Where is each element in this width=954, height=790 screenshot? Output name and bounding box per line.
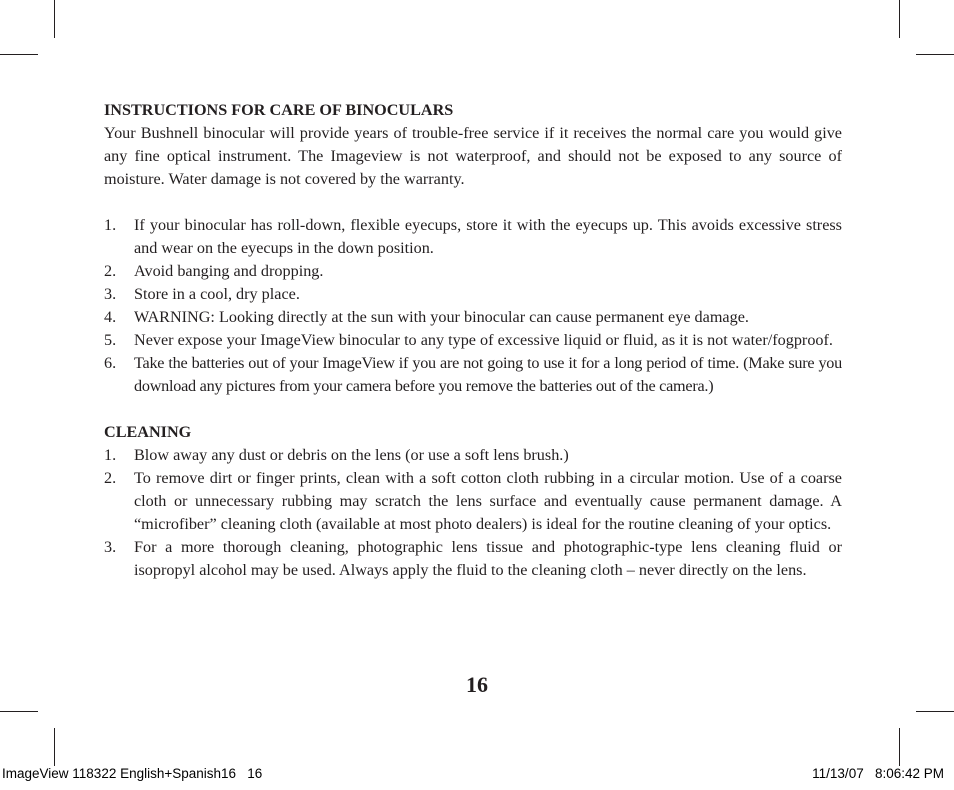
page-content [104,99,842,582]
list-item-text: Avoid banging and dropping. [134,262,324,280]
crop-mark-bottom-right-horizontal [916,711,954,712]
list-item [104,306,842,329]
list-item-text: Blow away any dust or debris on the lens (or use a soft lens brush.) [134,446,569,464]
list-item [104,467,842,536]
list-item [104,352,842,398]
list-item-text: WARNING: Looking directly at the sun with your binocular can cause permanent eye damage. [134,308,749,326]
section-spacer [104,398,842,421]
list-item [104,214,842,260]
list-item-text: If your binocular has roll-down, flexible eyecups, store it with the eyecups up. This avoids excessive stress and wear on the eyecups in the down position. [134,216,842,257]
list-item-text: Store in a cool, dry place. [134,285,300,303]
crop-mark-bottom-left-vertical [54,728,55,766]
list-item-text: Take the batteries out of your ImageView if you are not going to use it for a long period of time. (Make sure you download any pictures from your camera before you remove the batteries out of the camera.) [134,354,842,395]
list-item-number: 6. [104,354,117,372]
page-number: 16 [466,672,488,697]
print-slug-filename: ImageView 118322 English+Spanish16 16 [2,766,263,781]
list-item [104,283,842,306]
crop-mark-top-right-vertical [899,0,900,38]
list-item-number: 1. [104,446,117,464]
list-item-number: 4. [104,308,117,326]
list-item-number: 5. [104,331,117,349]
list-item-number: 1. [104,216,117,234]
list-item [104,329,842,352]
list-item-number: 2. [104,469,117,487]
list-item-text: To remove dirt or finger prints, clean with a soft cotton cloth rubbing in a circular motion. Use of a coarse cloth or unnecessary rubbing may scratch the lens surface and eventually cause permanent damage. A “microfiber” cleaning cloth (available at most photo dealers) is ideal for the routine cleaning of your optics. [134,469,842,533]
crop-mark-bottom-left-horizontal [0,711,38,712]
section-spacer [104,191,842,214]
crop-mark-top-right-horizontal [916,54,954,55]
cleaning-list [104,444,842,582]
list-item-number: 2. [104,262,117,280]
list-item-text: Never expose your ImageView binocular to any type of excessive liquid or fluid, as it is not water/fogproof. [134,331,833,349]
care-heading: INSTRUCTIONS FOR CARE OF BINOCULARS [104,101,454,119]
list-item [104,444,842,467]
list-item [104,536,842,582]
cleaning-heading: CLEANING [104,423,192,441]
care-list [104,214,842,398]
list-item-number: 3. [104,285,117,303]
crop-mark-top-left-vertical [54,0,55,38]
crop-mark-bottom-right-vertical [899,728,900,766]
care-intro: Your Bushnell binocular will provide years of trouble-free service if it receives the normal care you would give any fine optical instrument. The Imageview is not waterproof, and should not be exposed to any source of moisture. Water damage is not covered by the warranty. [104,124,842,188]
crop-mark-top-left-horizontal [0,54,38,55]
list-item [104,260,842,283]
list-item-text: For a more thorough cleaning, photographic lens tissue and photographic-type lens cleaning fluid or isopropyl alcohol may be used. Always apply the fluid to the cleaning cloth – never directly on the lens. [134,538,842,579]
print-slug-timestamp: 11/13/07 8:06:42 PM [812,766,944,781]
list-item-number: 3. [104,538,117,556]
